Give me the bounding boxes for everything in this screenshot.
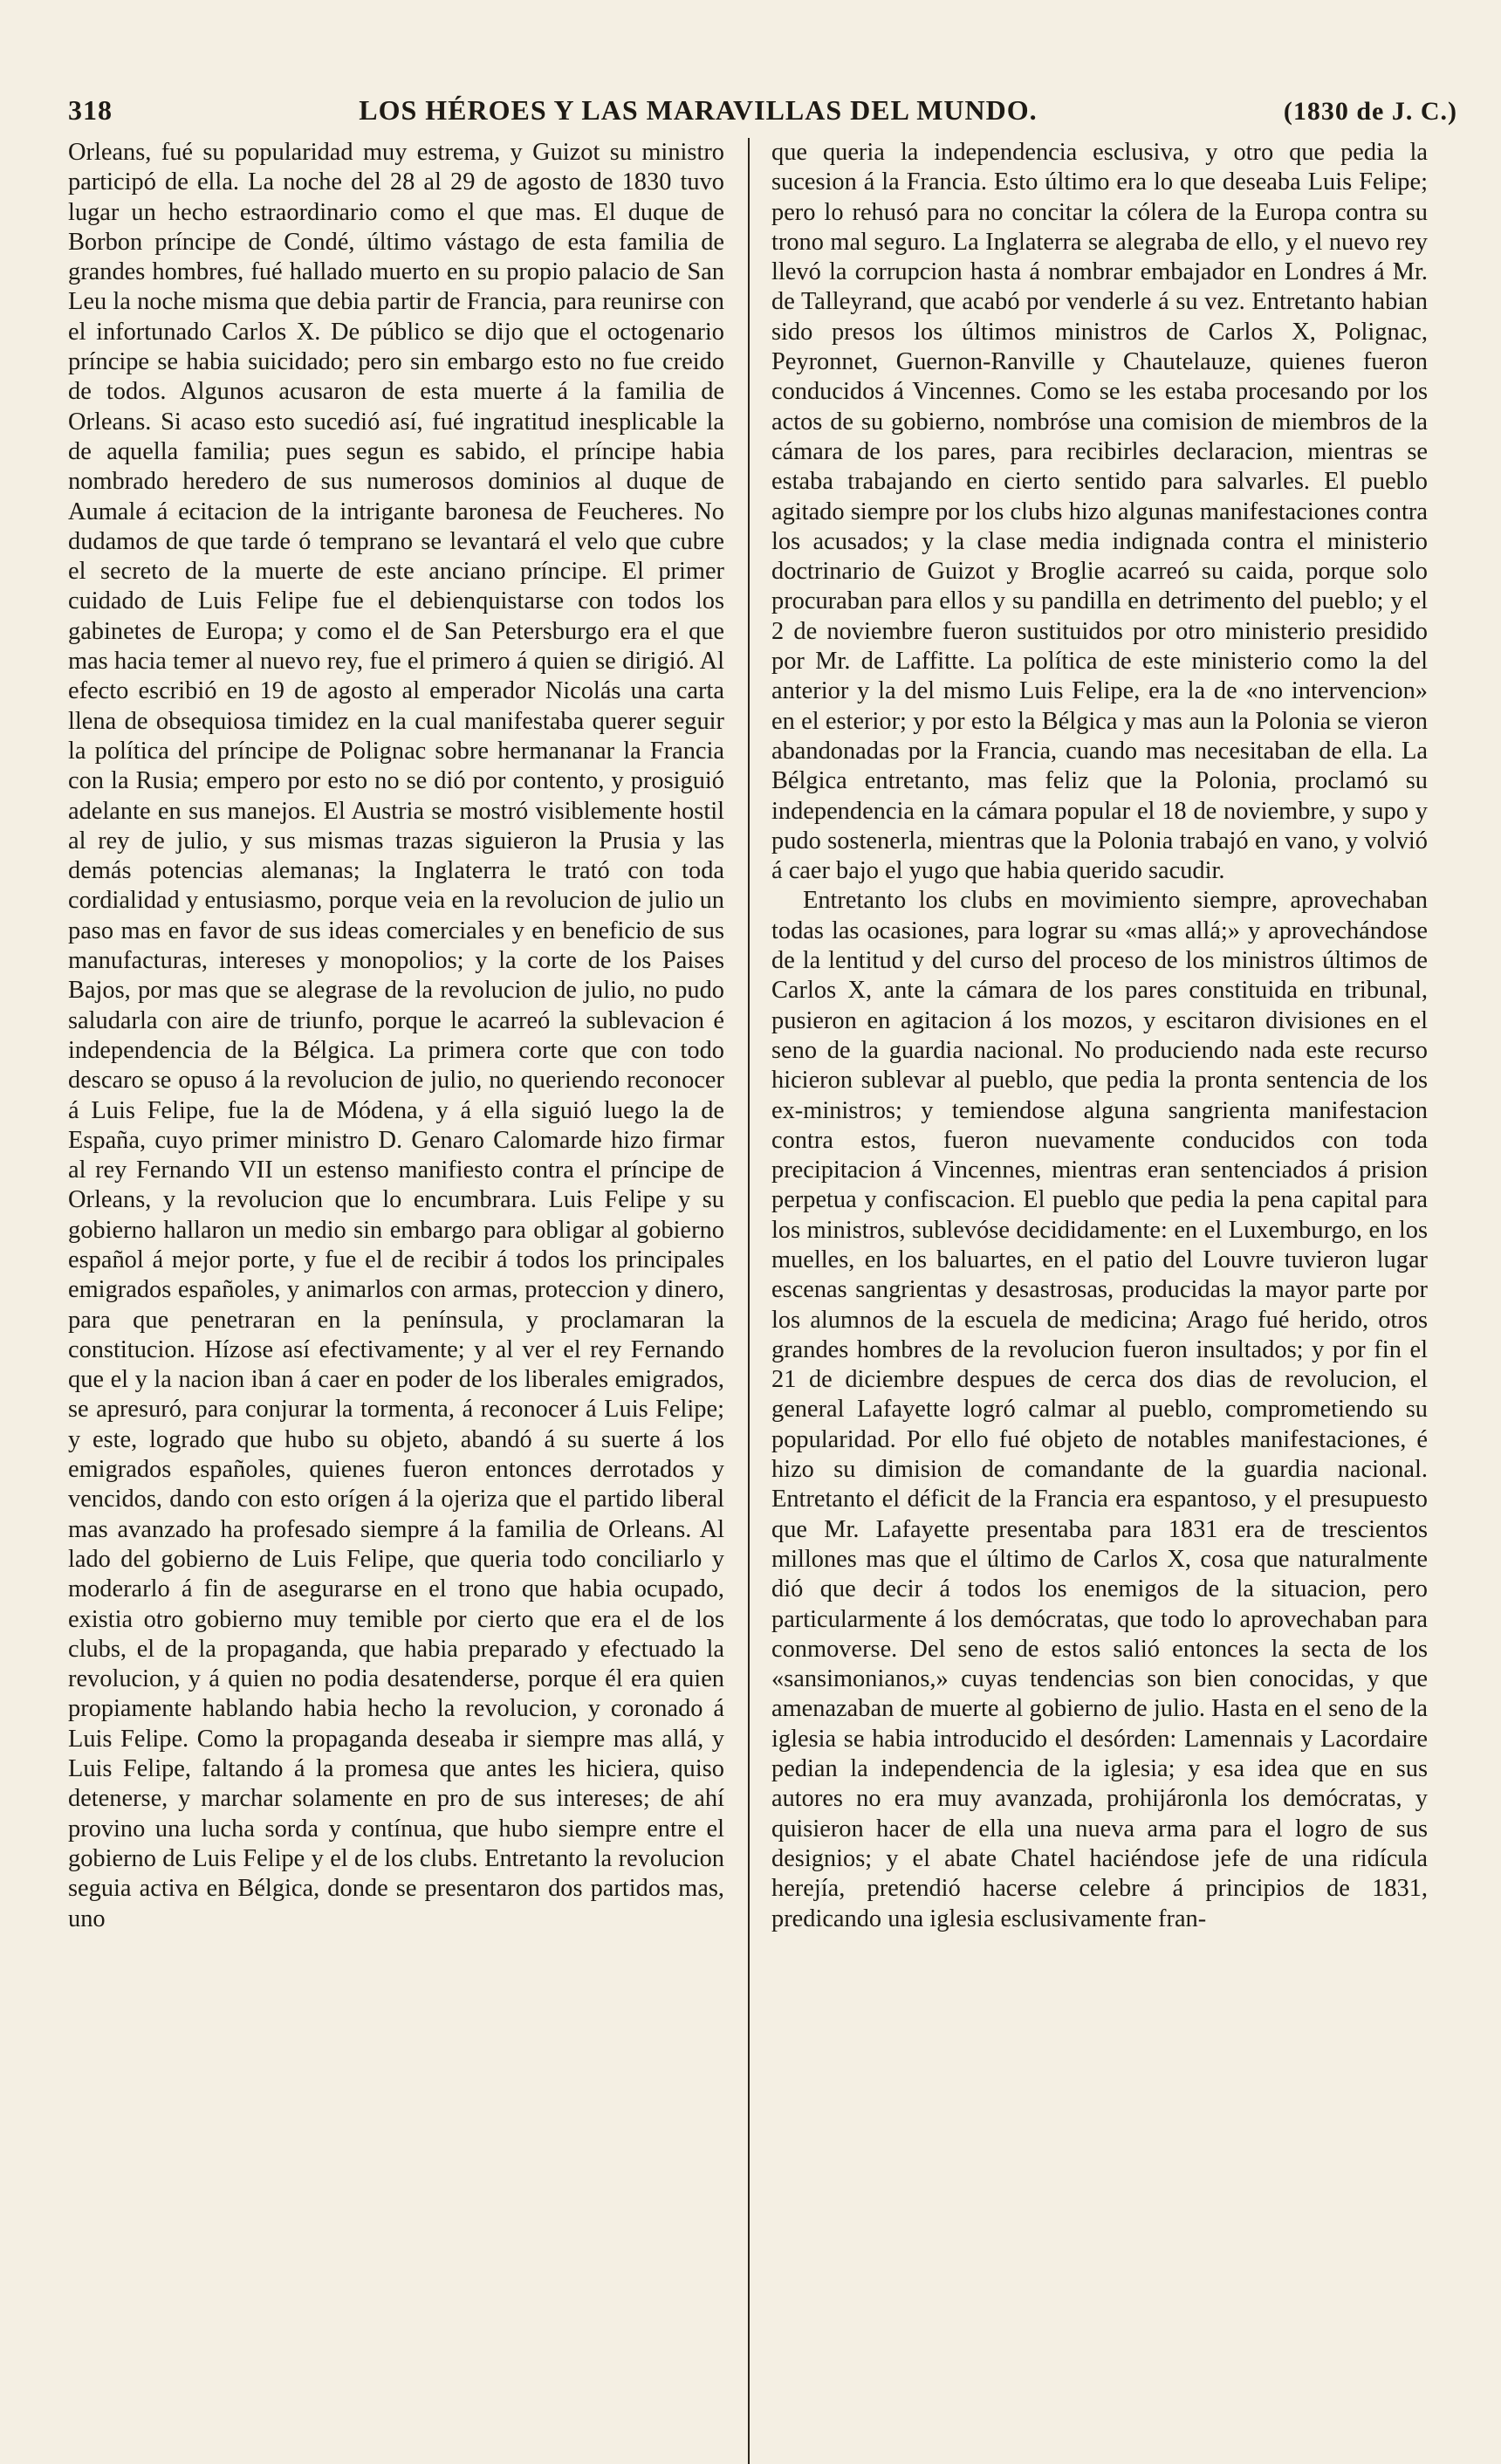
date-tag: (1830 de J. C.): [1283, 97, 1457, 126]
text-columns: [68, 138, 1457, 1934]
right-column: [771, 138, 1428, 1934]
running-title: LOS HÉROES Y LAS MARAVILLAS DEL MUNDO.: [359, 94, 1038, 126]
page-number: 318: [68, 94, 113, 126]
left-paragraph-1: Orleans, fué su popularidad muy estrema, y Guizot su ministro participó de ella. La noche del 28 al 29 de agosto de 1830 tuvo lugar un hecho estraordinario como el que mas. El duque de Borbon príncipe de Condé, último vástago de esta familia de grandes hombres, fué hallado muerto en su propio palacio de San Leu la noche misma que debia partir de Francia, para reunirse con el infortunado Carlos X. De público se dijo que el octogenario príncipe se habia suicidado; pero sin embargo esto no fue creido de todos. Algunos acusaron de esta muerte á la familia de Orleans. Si acaso esto sucedió así, fué ingratitud inesplicable la de aquella familia; pues segun es sabido, el príncipe habia nombrado heredero de sus numerosos dominios al duque de Aumale á ecitacion de la intrigante baronesa de Feucheres. No dudamos de que tarde ó temprano se levantará el velo que cubre el secreto de la muerte de este anciano príncipe. El primer cuidado de Luis Felipe fue el debienquistarse con todos los gabinetes de Europa; y como el de San Petersburgo era el que mas hacia temer al nuevo rey, fue el primero á quien se dirigió. Al efecto escribió en 19 de agosto al emperador Nicolás una carta llena de obsequiosa timidez en la cual manifestaba querer seguir la política del príncipe de Polignac sobre hermananar la Francia con la Rusia; empero por esto no se dió por contento, y prosiguió adelante en sus manejos. El Austria se mostró visiblemente hostil al rey de julio, y sus mismas trazas siguieron la Prusia y las demás potencias alemanas; la Inglaterra le trató con toda cordialidad y entusiasmo, porque veia en la revolucion de julio un paso mas en favor de sus ideas comerciales y en beneficio de sus manufacturas, intereses y monopolios; y la corte de los Paises Bajos, por mas que se alegrase de la revolucion de julio, no pudo saludarla con aire de triunfo, porque le acarreó la sublevacion é independencia de la Bélgica. La primera corte que con todo descaro se opuso á la revolucion de julio, no queriendo reconocer á Luis Felipe, fue la de Módena, y á ella siguió luego la de España, cuyo primer ministro D. Genaro Calomarde hizo firmar al rey Fernando VII un estenso manifiesto contra el príncipe de Orleans, y la revolucion que lo encumbrara. Luis Felipe y su gobierno hallaron un medio sin embargo para obligar al gobierno español á mejor porte, y fue el de recibir á todos los principales emigrados españoles, y animarlos con armas, proteccion y dinero, para que penetraran en la península, y proclamaran la constitucion. Hízose así efectivamente; y al ver el rey Fernando que el y la nacion iban á caer en poder de los liberales emigrados, se apresuró, para conjurar la tormenta, á reconocer á Luis Felipe; y este, logrado que hubo su objeto, abandó á su suerte á los emigrados españoles, quienes fueron entonces derrotados y vencidos, dando con esto orígen á la ojeriza que el partido liberal mas avanzado ha profesado siempre á la familia de Orleans. Al lado del gobierno de Luis Felipe, que queria todo conciliarlo y moderarlo á fin de asegurarse en el trono que habia ocupado, existia otro gobierno muy temible por cierto que era el de los clubs, el de la propaganda, que habia preparado y efectuado la revolucion, y á quien no podia desatenderse, porque él era quien propiamente hablando habia hecho la revolucion, y coronado á Luis Felipe. Como la propaganda deseaba ir siempre mas allá, y Luis Felipe, faltando á la promesa que antes les hiciera, quiso detenerse, y marchar solamente en pro de sus intereses; de ahí provino una lucha sorda y contínua, que hubo siempre entre el gobierno de Luis Felipe y el de los clubs. Entretanto la revolucion seguia activa en Bélgica, donde se presentaron dos partidos mas, uno: [68, 139, 724, 1932]
right-paragraph-1: que queria la independencia esclusiva, y otro que pedia la sucesion á la Francia. Esto último era lo que deseaba Luis Felipe; pero lo rehusó para no concitar la cólera de la Europa contra su trono mal seguro. La Inglaterra se alegraba de ello, y el nuevo rey llevó la corrupcion hasta á nombrar embajador en Londres á Mr. de Talleyrand, que acabó por venderle á su vez. Entretanto habian sido presos los últimos ministros de Carlos X, Polignac, Peyronnet, Guernon-Ranville y Chautelauze, quienes fueron conducidos á Vincennes. Como se les estaba procesando por los actos de su gobierno, nombróse una comision de miembros de la cámara de los pares, para recibirles declaracion, mientras se estaba trabajando en cierto sentido para salvarles. El pueblo agitado siempre por los clubs hizo algunas manifestaciones contra los acusados; y la clase media indignada contra el ministerio doctrinario de Guizot y Broglie acarreó su caida, porque solo procuraban para ellos y su pandilla en detrimento del pueblo; y el 2 de noviembre fueron sustituidos por otro ministerio presidido por Mr. de Laffitte. La política de este ministerio como la del anterior y la del mismo Luis Felipe, era la de «no intervencion» en el esterior; y por esto la Bélgica y mas aun la Polonia se vieron abandonadas por la Francia, cuando mas necesitaban de ella. La Bélgica entretanto, mas feliz que la Polonia, proclamó su independencia en la cámara popular el 18 de noviembre, y supo y pudo sostenerla, mientras que la Polonia trabajó en vano, y volvió á caer bajo el yugo que habia querido sacudir.: [771, 139, 1428, 885]
left-column: [68, 138, 724, 1934]
column-divider: [748, 138, 750, 2464]
right-paragraph-2: Entretanto los clubs en movimiento siempre, aprovechaban todas las ocasiones, para lograr su «mas allá;» y aprovechándose de la lentitud y del curso del proceso de los ministros últimos de Carlos X, ante la cámara de los pares constituida en tribunal, pusieron en agitacion á los mozos, y escitaron divisiones en el seno de la guardia nacional. No produciendo nada este recurso hicieron sublevar al pueblo, que pedia la pronta sentencia de los ex-ministros; y temiendose alguna sangrienta manifestacion contra estos, fueron nuevamente conducidos con toda precipitacion á Vincennes, mientras eran sentenciados á prision perpetua y confiscacion. El pueblo que pedia la pena capital para los ministros, sublevóse decididamente: en el Luxemburgo, en los muelles, en los baluartes, en el patio del Louvre tuvieron lugar escenas sangrientas y desastrosas, producidas la mayor parte por los alumnos de la escuela de medicina; Arago fué herido, otros grandes hombres de la revolucion fueron insultados; y por fin el 21 de diciembre despues de cerca dos dias de revolucion, el general Lafayette logró calmar al pueblo, comprometiendo su popularidad. Por ello fué objeto de notables manifestaciones, é hizo su dimision de comandante de la guardia nacional. Entretanto el déficit de la Francia era espantoso, y el presupuesto que Mr. Lafayette presentaba para 1831 era de trescientos millones mas que el último de Carlos X, cosa que naturalmente dió que decir á todos los enemigos de la situacion, pero particularmente á los demócratas, que todo lo aprovechaban para conmoverse. Del seno de estos salió entonces la secta de los «sansimonianos,» cuyas tendencias son bien conocidas, y que amenazaban de muerte al gobierno de julio. Hasta en el seno de la iglesia se habia introducido el desórden: Lamennais y Lacordaire pedian la independencia de la iglesia; y esa idea que en sus autores no era muy avanzada, prohijáronla los demócratas, y quisieron hacer de ella una nueva arma para el logro de sus designios; y el abate Chatel haciéndose jefe de una ridícula herejía, pretendió hacerse celebre á principios de 1831, predicando una iglesia esclusivamente fran-: [771, 887, 1428, 1932]
page-header: [68, 94, 1457, 129]
